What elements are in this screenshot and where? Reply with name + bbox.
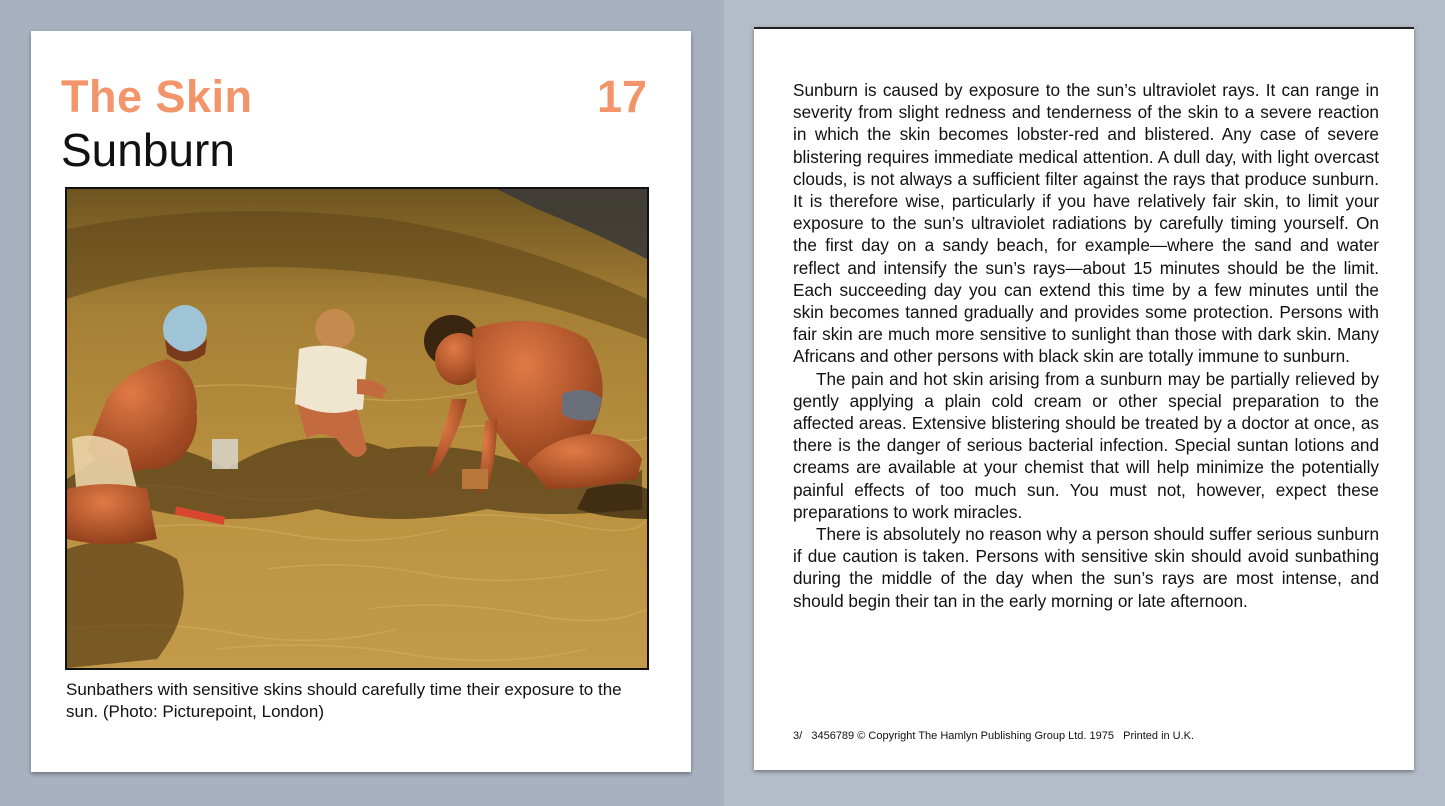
series-title: The Skin — [61, 71, 253, 122]
card-back — [754, 27, 1414, 770]
photo-caption: Sunbathers with sensitive skins should carefully time their exposure to the sun. (Photo: Picturepoint, London) — [66, 680, 622, 721]
body-text — [793, 79, 1379, 612]
card-front — [31, 31, 691, 772]
copyright-footer: 3/ 3456789 © Copyright The Hamlyn Publishing Group Ltd. 1975 Printed in U.K. — [793, 730, 1195, 742]
card-number: 17 — [596, 71, 647, 122]
beach-photo — [65, 187, 649, 670]
paragraph: The pain and hot skin arising from a sunburn may be partially relieved by gently applying a plain cold cream or other special preparation to the affected areas. Extensive blistering should be treated by a doctor at once, as there is the danger of serious bacterial infection. Special suntan lotions and creams are available at your chemist that will help minimize the potentially painful effects of too much sun. You must not, however, expect these preparations to work miracles. — [793, 368, 1379, 522]
paragraph: There is absolutely no reason why a person should suffer serious sunburn if due caution is taken. Persons with sensitive skin should avoid sunbathing during the middle of the day when the sun’s rays are most intense, and should begin their tan in the early morning or late afternoon. — [793, 524, 1379, 611]
paragraph: Sunburn is caused by exposure to the sun’s ultraviolet rays. It can range in severity from slight redness and tenderness of the skin to a severe reaction in which the skin becomes lobster-red and blistered. Any case of severe blistering requires immediate medical attention. A dull day, with light overcast clouds, is not always a sufficient filter against the rays that produce sunburn. It is therefore wise, particularly if you have relatively fair skin, to limit your exposure to the sun’s ultraviolet radiations by carefully timing yourself. On the first day on a sandy beach, for example—where the sand and water reflect and intensify the sun’s rays—about 15 minutes should be the limit. Each succeeding day you can extend this time by a few minutes until the skin becomes tanned gradually and provides some protection. Persons with fair skin are much more sensitive to sunlight than those with dark skin. Many Africans and other persons with black skin are totally immune to sunburn. — [793, 80, 1379, 367]
beach-photo-illustration — [67, 189, 647, 668]
card-title: Sunburn — [61, 124, 235, 176]
